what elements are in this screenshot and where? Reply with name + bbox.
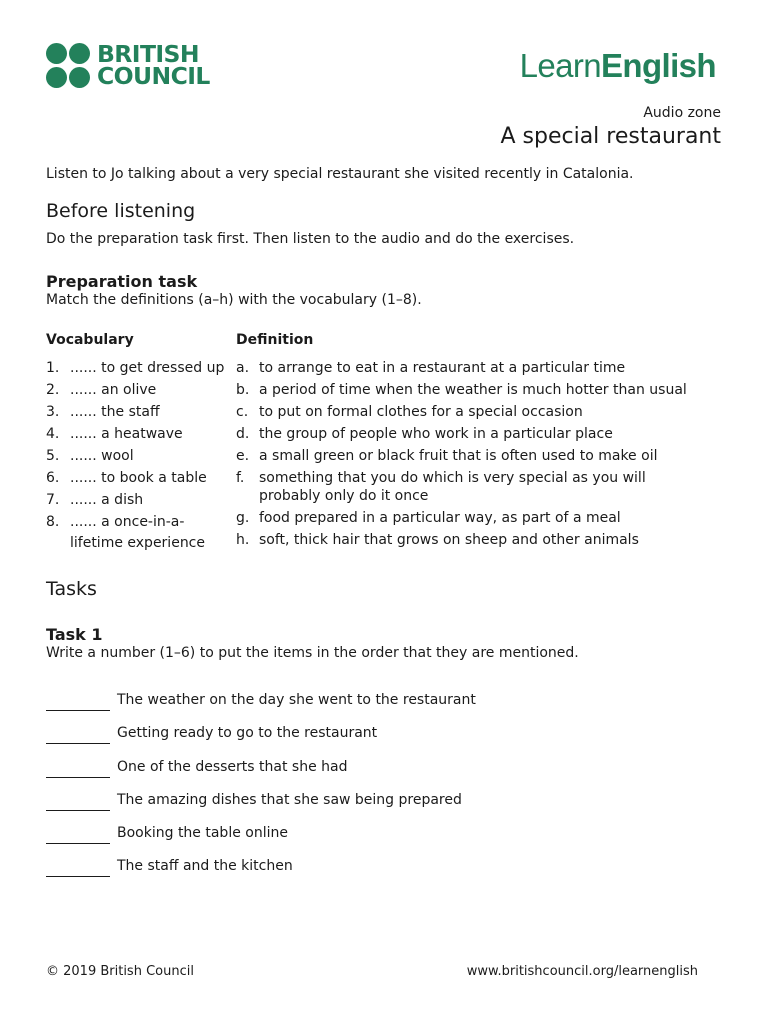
before-listening-heading: Before listening	[46, 200, 196, 222]
vocabulary-text: ...... the staff	[70, 404, 160, 420]
task1-item	[46, 725, 546, 745]
answer-blank[interactable]	[46, 777, 110, 778]
vocabulary-text: ...... to get dressed up	[70, 360, 225, 376]
definition-text: a small green or black fruit that is often used to make oil	[259, 448, 658, 464]
vocabulary-text-continued: lifetime experience	[70, 535, 205, 551]
definition-letter: b.	[236, 382, 250, 398]
task1-item	[46, 825, 546, 845]
vocabulary-column-header: Vocabulary	[46, 332, 134, 348]
definition-text-continued: probably only do it once	[259, 488, 429, 504]
definition-text: a period of time when the weather is much hotter than usual	[259, 382, 687, 398]
answer-blank[interactable]	[46, 743, 110, 744]
definition-letter: e.	[236, 448, 250, 464]
logo-dots-icon	[46, 43, 90, 88]
definition-text: something that you do which is very special as you will	[259, 470, 646, 486]
vocabulary-item	[46, 424, 231, 445]
before-listening-text: Do the preparation task first. Then listen to the audio and do the exercises.	[46, 231, 575, 247]
definition-item	[236, 446, 706, 467]
vocabulary-item	[46, 402, 231, 423]
vocabulary-number: 7.	[46, 492, 60, 508]
preparation-task-heading: Preparation task	[46, 272, 198, 291]
definition-item	[236, 358, 706, 379]
definition-letter: f.	[236, 470, 245, 486]
definition-text: to put on formal clothes for a special occasion	[259, 404, 583, 420]
vocabulary-text: ...... a once-in-a-	[70, 514, 185, 530]
definition-text: soft, thick hair that grows on sheep and other animals	[259, 532, 639, 548]
footer-copyright: © 2019 British Council	[46, 964, 194, 979]
vocabulary-number: 6.	[46, 470, 60, 486]
vocabulary-text: ...... an olive	[70, 382, 157, 398]
answer-blank[interactable]	[46, 710, 110, 711]
task1-item-text: Getting ready to go to the restaurant	[117, 725, 378, 741]
vocabulary-item	[46, 468, 231, 489]
footer-url[interactable]: www.britishcouncil.org/learnenglish	[466, 964, 698, 979]
intro-text: Listen to Jo talking about a very special restaurant she visited recently in Catalonia.	[46, 166, 634, 182]
definition-item	[236, 380, 706, 401]
vocabulary-item	[46, 446, 231, 467]
vocabulary-text: ...... a dish	[70, 492, 144, 508]
task1-item	[46, 792, 546, 812]
definition-letter: d.	[236, 426, 250, 442]
vocabulary-item	[46, 358, 231, 379]
definition-letter: h.	[236, 532, 250, 548]
task1-item-text: Booking the table online	[117, 825, 288, 841]
answer-blank[interactable]	[46, 810, 110, 811]
definition-column-header: Definition	[236, 332, 314, 348]
task1-item-text: The staff and the kitchen	[117, 858, 293, 874]
definition-text: the group of people who work in a particular place	[259, 426, 613, 442]
definition-letter: g.	[236, 510, 250, 526]
vocabulary-text: ...... wool	[70, 448, 134, 464]
task1-heading: Task 1	[46, 625, 103, 644]
vocabulary-number: 1.	[46, 360, 60, 376]
task1-item	[46, 759, 546, 779]
vocabulary-text: ...... to book a table	[70, 470, 207, 486]
task1-item	[46, 858, 546, 878]
logo-wordmark: BRITISH COUNCIL	[97, 39, 210, 90]
task1-item-text: The weather on the day she went to the restaurant	[117, 692, 476, 708]
page-title: A special restaurant	[500, 124, 721, 149]
vocabulary-number: 5.	[46, 448, 60, 464]
answer-blank[interactable]	[46, 876, 110, 877]
vocabulary-number: 4.	[46, 426, 60, 442]
task1-item	[46, 692, 546, 712]
tasks-heading: Tasks	[46, 578, 97, 600]
definition-text: to arrange to eat in a restaurant at a particular time	[259, 360, 626, 376]
definition-text: food prepared in a particular way, as part of a meal	[259, 510, 621, 526]
learnenglish-brand: LearnEnglish	[519, 47, 716, 84]
british-council-logo	[46, 39, 210, 90]
task1-item-text: The amazing dishes that she saw being prepared	[117, 792, 462, 808]
definition-item	[236, 424, 706, 445]
definition-item	[236, 468, 706, 508]
vocabulary-item	[46, 512, 231, 554]
task1-item-text: One of the desserts that she had	[117, 759, 348, 775]
vocabulary-number: 8.	[46, 514, 60, 530]
definition-letter: a.	[236, 360, 250, 376]
vocabulary-text: ...... a heatwave	[70, 426, 183, 442]
task1-instructions: Write a number (1–6) to put the items in the order that they are mentioned.	[46, 645, 579, 661]
vocabulary-item	[46, 490, 231, 511]
vocabulary-number: 3.	[46, 404, 60, 420]
preparation-instructions: Match the definitions (a–h) with the vocabulary (1–8).	[46, 292, 422, 308]
answer-blank[interactable]	[46, 843, 110, 844]
vocabulary-item	[46, 380, 231, 401]
section-label: Audio zone	[643, 105, 721, 121]
definition-item	[236, 402, 706, 423]
definition-letter: c.	[236, 404, 249, 420]
vocabulary-number: 2.	[46, 382, 60, 398]
definition-item	[236, 508, 706, 529]
definition-item	[236, 530, 706, 551]
